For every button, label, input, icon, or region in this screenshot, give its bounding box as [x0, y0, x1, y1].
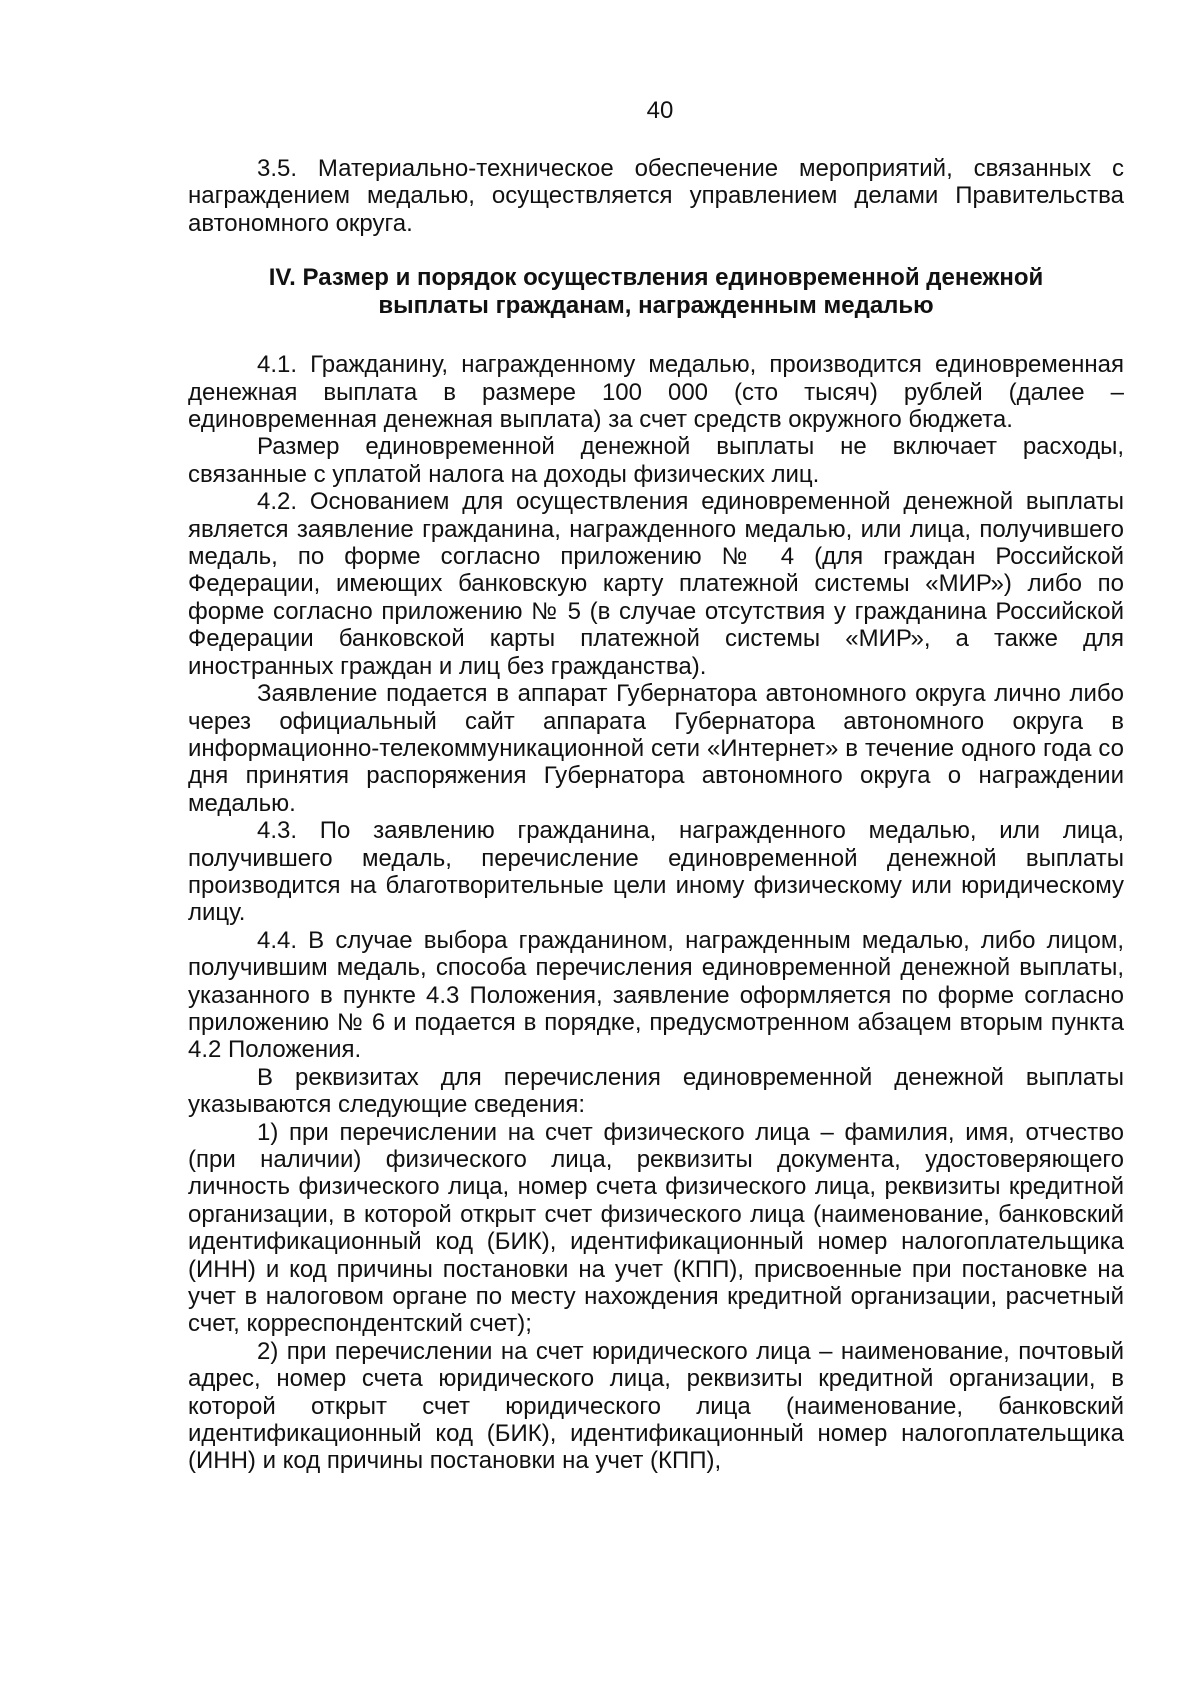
- page-number: 40: [646, 97, 674, 124]
- paragraph-4-2-application: Заявление подается в аппарат Губернатора автономного округа лично либо через официальный сайт аппарата Губернатора автономного округа в информационно-телекоммуникационной сети «Интернет» в течение одного года со дня принятия распоряжения Губернатора автономного округа о награждении медалью.: [188, 680, 1124, 817]
- paragraph-4-4-requisites: В реквизитах для перечисления единовременной денежной выплаты указываются следующие сведения:: [188, 1063, 1124, 1119]
- paragraph-4-2: 4.2. Основанием для осуществления единовременной денежной выплаты является заявление гражданина, награжденного медалью, или лица, получившего медаль, по форме согласно приложению № 4 (для граждан Российской Федерации, имеющих банковскую карту платежной системы «МИР») либо по форме согласно приложению № 5 (в случае отсутствия у гражданина Российской Федерации банковской карты платежной системы «МИР», а также для иностранных граждан и лиц без гражданства).: [188, 488, 1124, 680]
- paragraph-3-5: 3.5. Материально-техническое обеспечение мероприятий, связанных с награждением медалью, осуществляется управлением делами Правительства автономного округа.: [188, 155, 1124, 237]
- paragraph-4-1-expenses: Размер единовременной денежной выплаты не включает расходы, связанные с уплатой налога на доходы физических лиц.: [188, 433, 1124, 488]
- paragraph-4-4: 4.4. В случае выбора гражданином, награжденным медалью, либо лицом, получившим медаль, способа перечисления единовременной денежной выплаты, указанного в пункте 4.3 Положения, заявление оформляется по форме согласно приложению № 6 и подается в порядке, предусмотренном абзацем вторым пункта 4.2 Положения.: [188, 926, 1124, 1064]
- paragraph-4-3: 4.3. По заявлению гражданина, награжденного медалью, или лица, получившего медаль, перечисление единовременной денежной выплаты производится на благотворительные цели иному физическому или юридическому лицу.: [188, 817, 1124, 927]
- section-heading-line-1: IV. Размер и порядок осуществления единовременной денежной: [268, 264, 1044, 292]
- list-item-legal-entity: 2) при перечислении на счет юридического лица – наименование, почтовый адрес, номер счета юридического лица, реквизиты кредитной организации, в которой открыт счет юридического лица (наименование, банковский идентификационный код (БИК), идентификационный номер налогоплательщика (ИНН) и код причины постановки на учет (КПП),: [188, 1337, 1124, 1475]
- list-item-individual: 1) при перечислении на счет физического лица – фамилия, имя, отчество (при наличии) физического лица, реквизиты документа, удостоверяющего личность физического лица, номер счета физического лица, реквизиты кредитной организации, в которой открыт счет физического лица (наименование, банковский идентификационный код (БИК), идентификационный номер налогоплательщика (ИНН) и код причины постановки на учет (КПП), присвоенные при постановке на учет в налоговом органе по месту нахождения кредитной организации, расчетный счет, корреспондентский счет);: [188, 1118, 1124, 1338]
- section-heading: [188, 264, 1124, 320]
- paragraph-4-1: 4.1. Гражданину, награжденному медалью, производится единовременная денежная выплата в размере 100 000 (сто тысяч) рублей (далее – единовременная денежная выплата) за счет средств окружного бюджета.: [188, 351, 1124, 434]
- section-heading-line-2: выплаты гражданам, награжденным медалью: [378, 292, 934, 320]
- document-body: [188, 155, 1124, 1475]
